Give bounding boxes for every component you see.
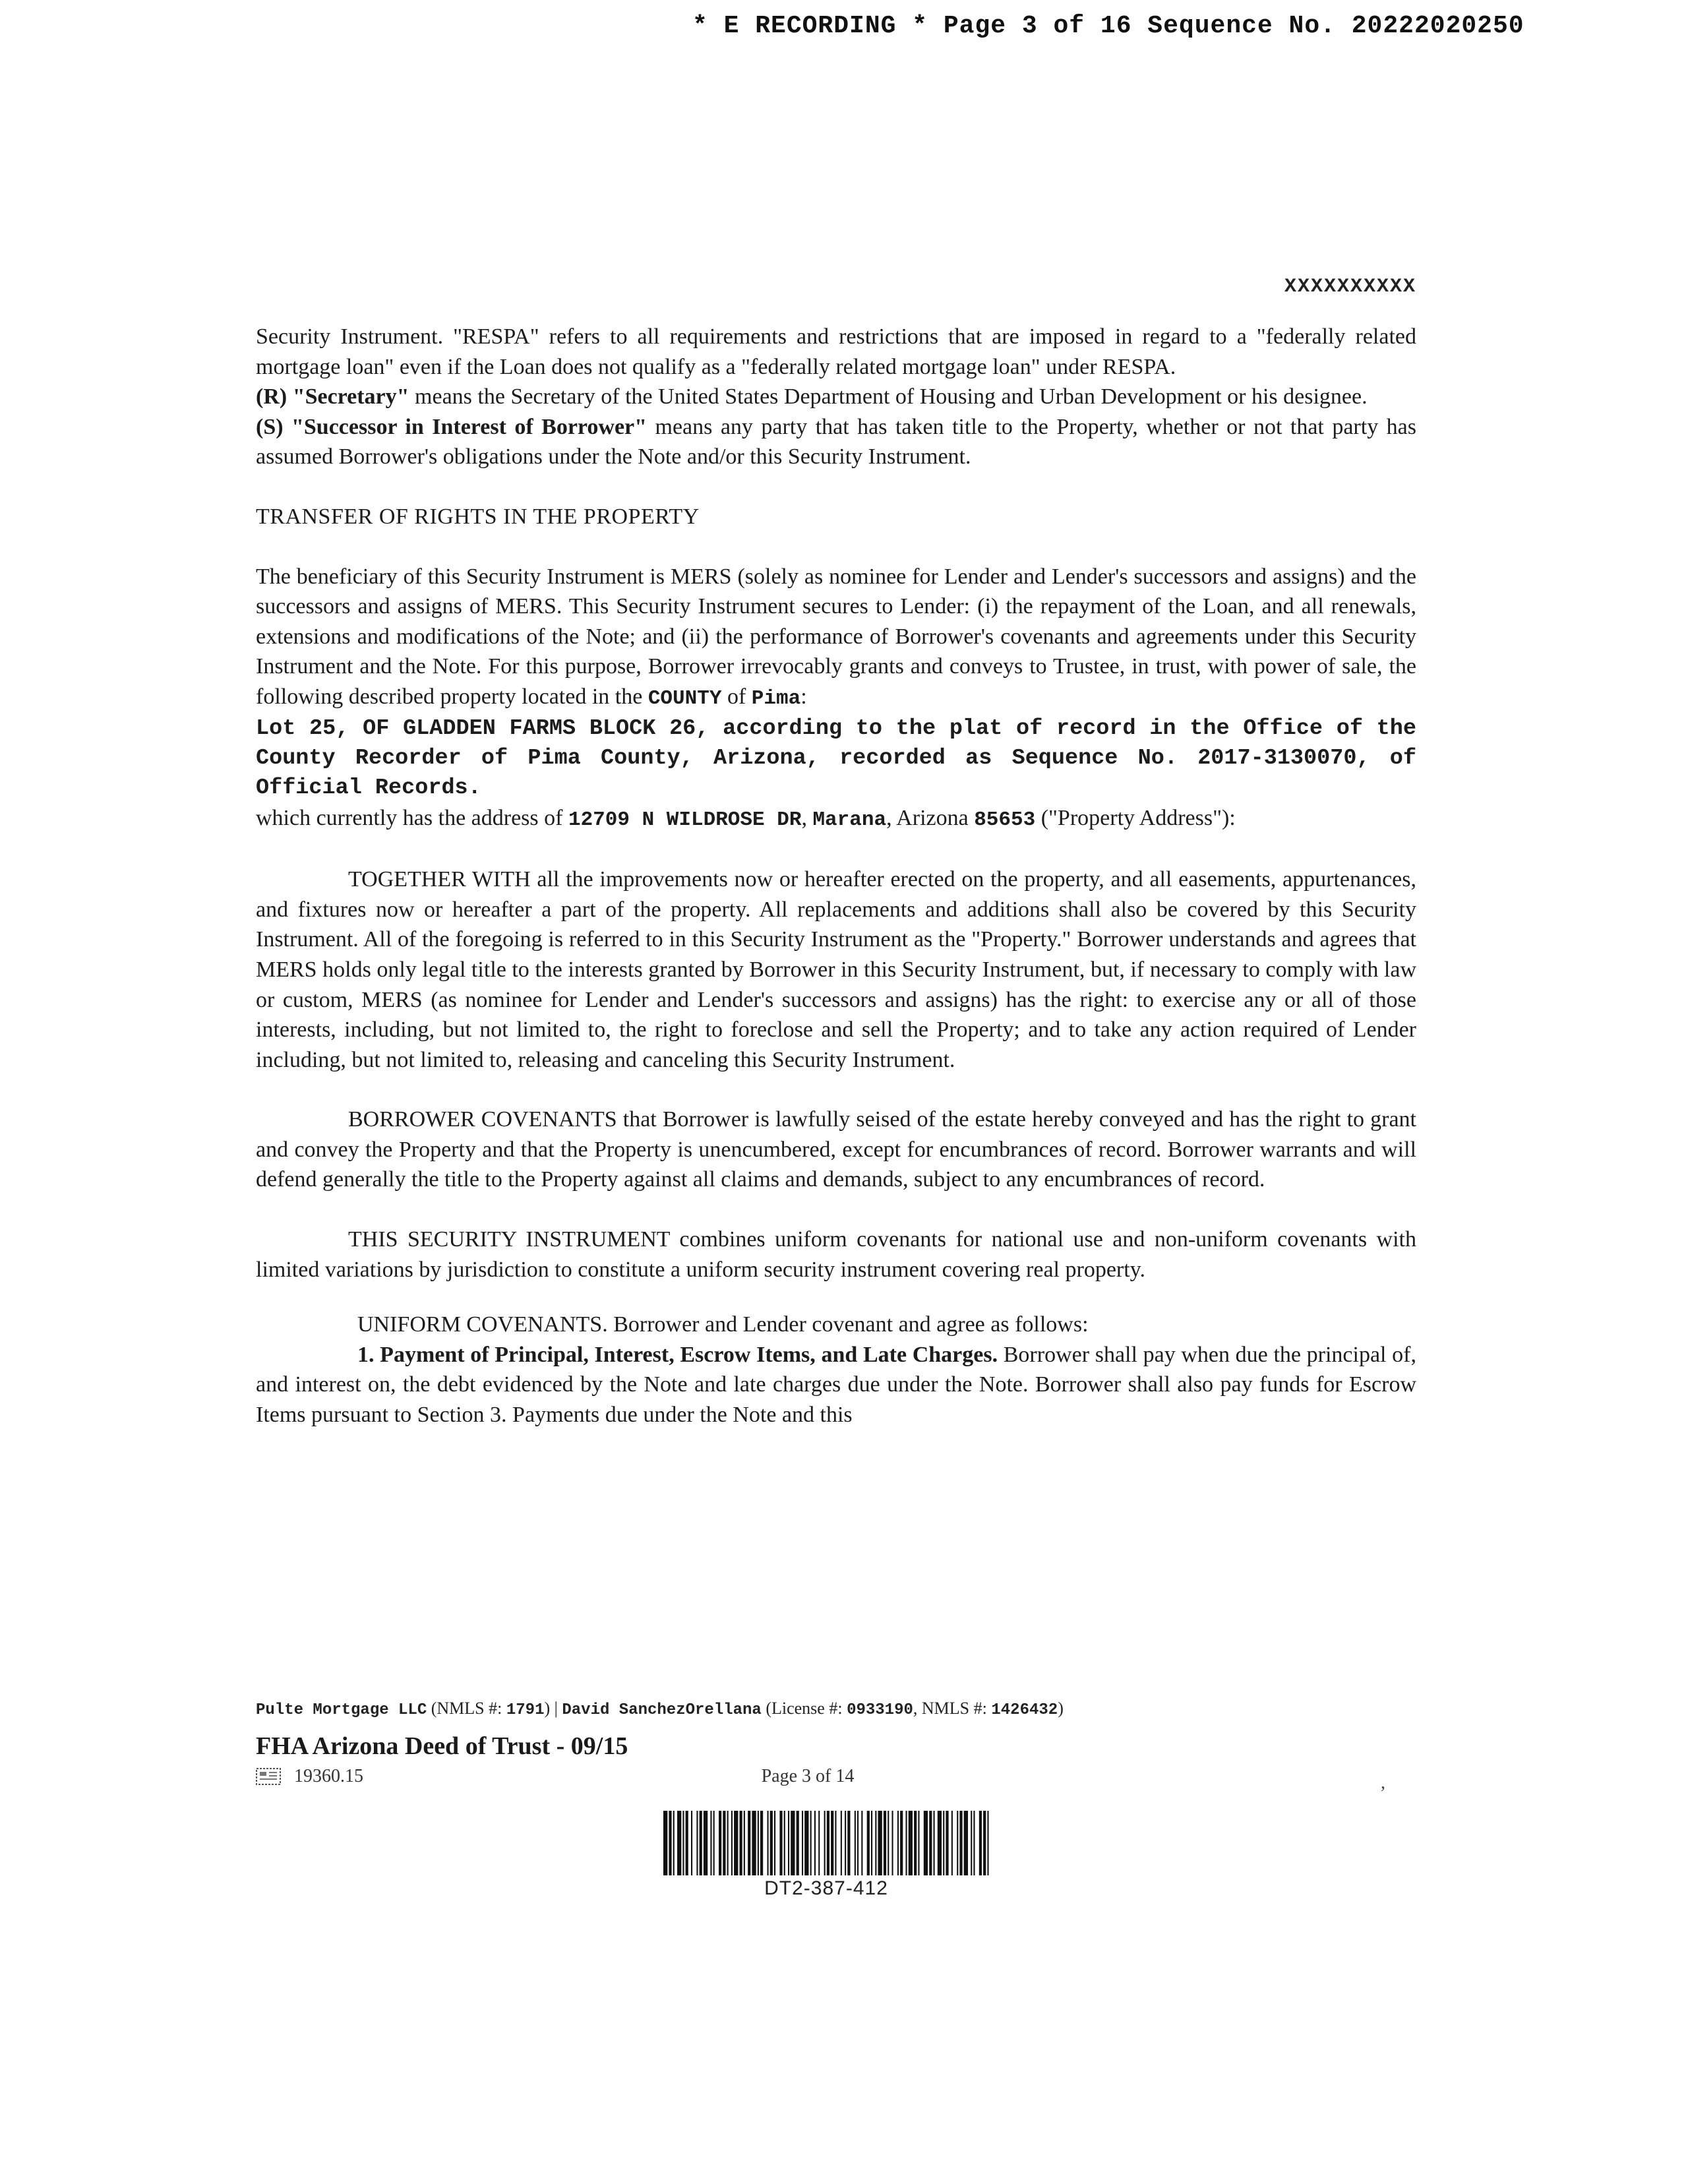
barcode-bar — [878, 1811, 882, 1875]
barcode-bar — [734, 1811, 738, 1875]
barcode-bar — [914, 1811, 917, 1875]
barcode-bar — [710, 1811, 711, 1875]
county-colon: : — [800, 684, 807, 709]
respa-paragraph: Security Instrument. "RESPA" refers to all requirements and restrictions that are imposed in regard to a "federally related mortgage loan" even if the Loan does not qualify as a "federally related mortgage loan" under RESPA. — [256, 324, 1416, 379]
lender-line — [256, 1699, 1416, 1719]
address-zip: 85653 — [974, 808, 1036, 832]
barcode-bar — [810, 1811, 812, 1875]
form-title: FHA Arizona Deed of Trust - 09/15 — [256, 1732, 628, 1760]
barcode-bar — [943, 1811, 944, 1875]
address-line — [256, 803, 1416, 835]
lender-nmls: 1791 — [506, 1701, 545, 1719]
barcode-bar — [971, 1811, 972, 1875]
transfer-text: The beneficiary of this Security Instrument is MERS (solely as nominee for Lender and Lender's successors and assigns) and the successors and assigns of MERS. This Security Instrument secures to Lender: (i) the repayment of the Loan, and all renewals, extensions and modifications of the Note; and (ii) the performance of Borrower's covenants and agreements under this Security Instrument and the Note. For this purpose, Borrower irrevocably grants and conveys to Trustee, in trust, with power of sale, the following described property located in the — [256, 564, 1416, 709]
barcode-bar — [918, 1811, 919, 1875]
barcode-bar — [723, 1811, 725, 1875]
originator-nmls-label: , NMLS #: — [913, 1699, 992, 1718]
barcode-bar — [861, 1811, 862, 1875]
barcode-bar — [797, 1811, 799, 1875]
footer-separator: | — [550, 1699, 562, 1718]
barcode-bar — [906, 1811, 907, 1875]
barcode-bar — [845, 1811, 846, 1875]
barcode-bar — [663, 1811, 667, 1875]
legal-description: Lot 25, OF GLADDEN FARMS BLOCK 26, according to the plat of record in the Office of the County Recorder of Pima County, Arizona, recorded as Sequence No. 2017-3130070, of Official Records. — [256, 715, 1416, 801]
together-with-paragraph: TOGETHER WITH all the improvements now or hereafter erected on the property, and all easements, appurtenances, and fixtures now or hereafter a part of the property. All replacements and additions shall also be covered by this Security Instrument. All of the foregoing is referred to in this Security Instrument as the "Property." Borrower understands and agrees that MERS holds only legal title to the interests granted by Borrower in this Security Instrument, but, if necessary to comply with law or custom, MERS (as nominee for Lender and Lender's successors and assigns) has the right: to exercise any or all of those interests, including, but not limited to, the right to foreclose and sell the Property; and to take any action required of Lender including, but not limited to, releasing and canceling this Security Instrument. — [256, 867, 1416, 1072]
county-of: of — [721, 684, 752, 709]
barcode-bar — [892, 1811, 893, 1875]
definition-s — [256, 412, 1416, 472]
county-name: Pima — [751, 686, 801, 710]
barcode-bar — [673, 1811, 675, 1875]
barcode-bar — [740, 1811, 742, 1875]
barcode-bar — [867, 1811, 870, 1875]
barcode-bar — [768, 1811, 769, 1875]
originator-nmls: 1426432 — [991, 1701, 1058, 1719]
transfer-heading: TRANSFER OF RIGHTS IN THE PROPERTY — [256, 504, 700, 529]
barcode-bar — [983, 1811, 986, 1875]
barcode-bar — [691, 1811, 692, 1875]
barcode-bar — [900, 1811, 903, 1875]
barcode-bar — [818, 1811, 820, 1875]
barcode-bar — [827, 1811, 829, 1875]
barcode-bar — [814, 1811, 816, 1875]
barcode-bar — [784, 1811, 785, 1875]
lender-nmls-close: ) — [544, 1699, 551, 1718]
originator-close: ) — [1058, 1699, 1064, 1718]
definition-r-label: (R) "Secretary" — [256, 384, 409, 410]
security-instrument-paragraph: THIS SECURITY INSTRUMENT combines uniform covenants for national use and non-uniform covenants with limited variations by jurisdiction to constitute a uniform security instrument covering real property. — [256, 1227, 1416, 1282]
section-1-text: Borrower shall pay when due the principal of, and interest on, the debt evidenced by the Note and late charges due under the Note. Borrower shall also pay funds for Escrow Items pursuant to Section 3. Payments due under the Note and this — [256, 1342, 1416, 1428]
form-logo-icon — [256, 1768, 281, 1785]
barcode-bar — [973, 1811, 975, 1875]
address-tail: ("Property Address"): — [1035, 805, 1236, 830]
barcode-bar — [871, 1811, 872, 1875]
barcode-bar — [924, 1811, 928, 1875]
barcode-bar — [857, 1811, 859, 1875]
barcode-bar — [770, 1811, 773, 1875]
lender-nmls-label: (NMLS #: — [427, 1699, 506, 1718]
barcode-bar — [758, 1811, 759, 1875]
definition-r — [256, 382, 1416, 412]
barcode-bar — [804, 1811, 808, 1875]
barcode-bar — [774, 1811, 775, 1875]
barcode-bar — [802, 1811, 803, 1875]
loan-id: XXXXXXXXXX — [1284, 276, 1416, 298]
barcode-bar — [951, 1811, 953, 1875]
barcode-bar — [682, 1811, 684, 1875]
address-comma: , — [801, 805, 813, 830]
license-number: 0933190 — [847, 1701, 913, 1719]
definition-s-label: (S) "Successor in Interest of Borrower" — [256, 414, 648, 439]
barcode-bar — [713, 1811, 715, 1875]
barcode-bar — [979, 1811, 982, 1875]
document-body — [256, 322, 1416, 1430]
barcode-bar — [987, 1811, 988, 1875]
barcode-bar — [700, 1811, 702, 1875]
barcode-bar — [938, 1811, 942, 1875]
barcode-bar — [929, 1811, 932, 1875]
address-lead: which currently has the address of — [256, 805, 568, 830]
barcode-bar — [696, 1811, 698, 1875]
address-city: Marana — [812, 808, 887, 832]
lender-name: Pulte Mortgage LLC — [256, 1701, 427, 1719]
borrower-covenants-paragraph: BORROWER COVENANTS that Borrower is lawfully seised of the estate hereby conveyed and has the right to grant and convey the Property and that the Property is unencumbered, except for encumbrances of record. Borrower warrants and will defend generally the title to the Property against all claims and demands, subject to any encumbrances of record. — [256, 1107, 1416, 1192]
definition-s-text: means any party that has taken title to the Property, whether or not that party has assumed Borrower's obligations under the Note and/or this Security Instrument. — [256, 414, 1416, 470]
barcode-bar — [727, 1811, 729, 1875]
section-1-paragraph — [256, 1340, 1416, 1430]
barcode-bar — [964, 1811, 968, 1875]
barcode-bar — [669, 1811, 671, 1875]
barcode-bar — [748, 1811, 750, 1875]
recording-stamp: * E RECORDING * Page 3 of 16 Sequence No. 20222020250 — [692, 12, 1524, 40]
transfer-paragraph — [256, 562, 1416, 714]
barcode-bar — [788, 1811, 789, 1875]
barcode-bar — [779, 1811, 782, 1875]
page-indicator: Page 3 of 14 — [761, 1766, 855, 1786]
tick-mark: , — [1381, 1773, 1385, 1793]
barcode-bar — [909, 1811, 913, 1875]
form-code — [256, 1766, 363, 1787]
barcode-bar — [841, 1811, 842, 1875]
barcode-bar — [824, 1811, 826, 1875]
barcode-bar — [719, 1811, 721, 1875]
license-label: (License #: — [761, 1699, 847, 1718]
barcode-bar — [752, 1811, 756, 1875]
barcode-bar — [855, 1811, 856, 1875]
section-1-heading: 1. Payment of Principal, Interest, Escrow Items, and Late Charges. — [357, 1342, 998, 1367]
barcode-bar — [760, 1811, 763, 1875]
barcode-bar — [897, 1811, 899, 1875]
county-label: COUNTY — [648, 686, 722, 710]
barcode — [663, 1811, 989, 1875]
barcode-bar — [835, 1811, 836, 1875]
barcode-bar — [934, 1811, 935, 1875]
barcode-bar — [884, 1811, 886, 1875]
form-number: 19360.15 — [294, 1766, 363, 1786]
barcode-bar — [831, 1811, 833, 1875]
barcode-bar — [959, 1811, 962, 1875]
barcode-bar — [875, 1811, 876, 1875]
address-state: , Arizona — [886, 805, 975, 830]
originator-name: David SanchezOrellana — [562, 1701, 762, 1719]
barcode-bar — [957, 1811, 958, 1875]
definition-r-text: means the Secretary of the United States Department of Housing and Urban Development or his designee. — [409, 384, 1368, 410]
uniform-covenants-line: UNIFORM COVENANTS. Borrower and Lender covenant and agree as follows: — [357, 1312, 1089, 1337]
barcode-bar — [847, 1811, 850, 1875]
barcode-bar — [791, 1811, 795, 1875]
barcode-bar — [704, 1811, 708, 1875]
address-street: 12709 N WILDROSE DR — [568, 808, 802, 832]
barcode-bar — [686, 1811, 688, 1875]
barcode-bar — [888, 1811, 889, 1875]
barcode-bar — [677, 1811, 681, 1875]
barcode-label: DT2-387-412 — [764, 1877, 888, 1899]
barcode-bar — [946, 1811, 948, 1875]
barcode-bar — [731, 1811, 733, 1875]
barcode-bar — [744, 1811, 745, 1875]
